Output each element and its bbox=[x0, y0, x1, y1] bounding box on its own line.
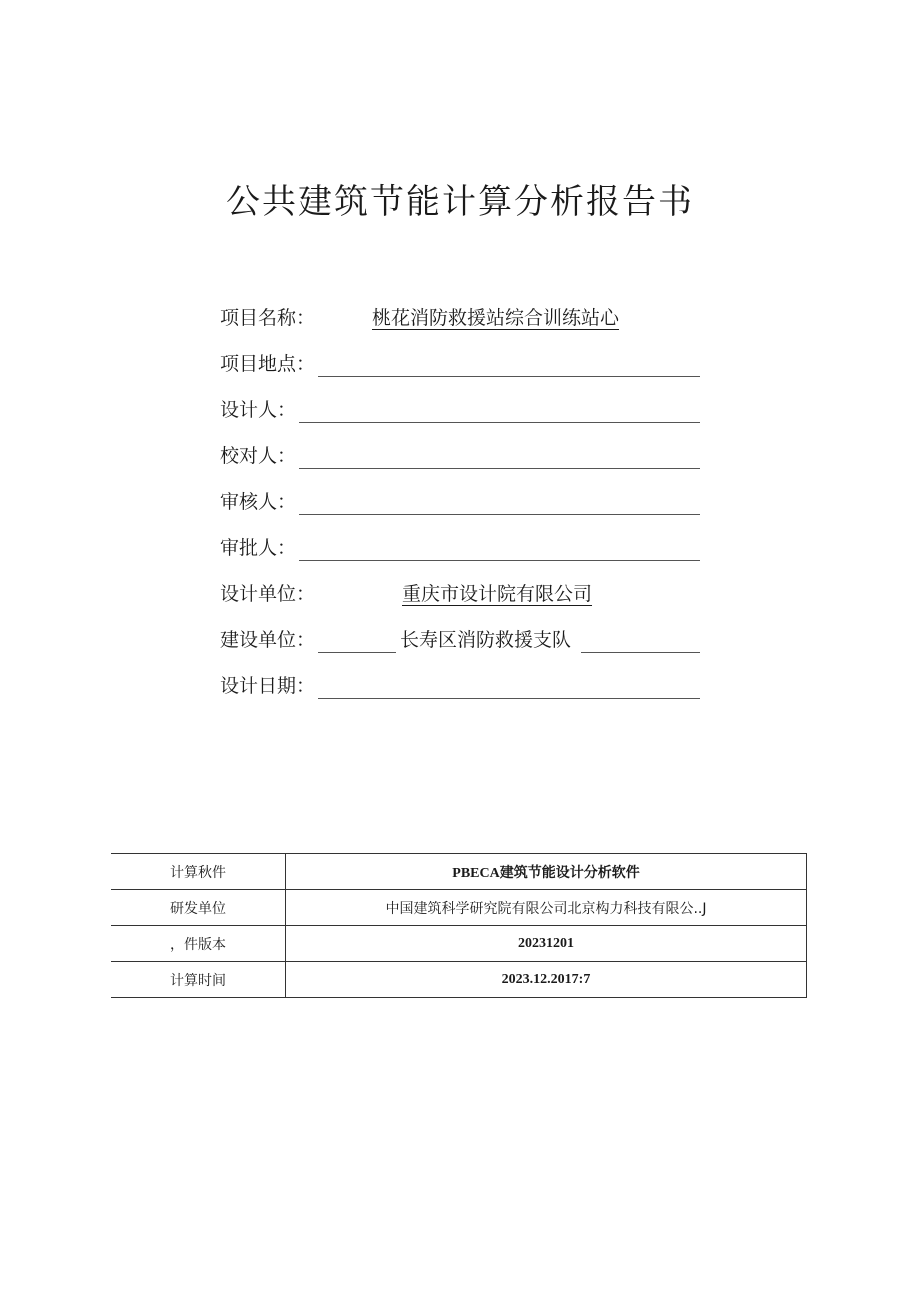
field-construction-unit bbox=[220, 623, 702, 657]
field-label: 审批人： bbox=[220, 537, 297, 559]
field-underline bbox=[299, 468, 700, 469]
table-value-version: 20231201 bbox=[286, 926, 807, 962]
field-value-construction-unit: 长寿区消防救援支队 bbox=[396, 623, 581, 657]
table-key-version: ，件版本 bbox=[111, 926, 286, 962]
field-design-unit bbox=[220, 577, 702, 611]
table-value-calc-time: 2023.12.2017:7 bbox=[286, 962, 807, 998]
field-underline bbox=[299, 422, 700, 423]
field-underline bbox=[318, 376, 700, 377]
field-label: 项目地点： bbox=[220, 353, 316, 375]
field-label: 项目名称： bbox=[220, 307, 316, 329]
table-key-software: 计算秋件 bbox=[111, 854, 286, 890]
field-proofreader bbox=[220, 439, 702, 473]
field-designer bbox=[220, 393, 702, 427]
field-label: 建设单位： bbox=[220, 629, 316, 651]
field-design-date bbox=[220, 669, 702, 703]
table-key-developer: 研发单位 bbox=[111, 890, 286, 926]
field-project-location bbox=[220, 347, 702, 381]
table-row bbox=[111, 962, 807, 998]
field-underline bbox=[299, 560, 700, 561]
table-row bbox=[111, 890, 807, 926]
field-label: 设计单位： bbox=[220, 583, 316, 605]
table-value-software: PBECA建筑节能设计分析软件 bbox=[286, 854, 807, 890]
field-value-project-name: 桃花消防救援站综合训练站心 bbox=[370, 301, 621, 335]
field-label: 校对人： bbox=[220, 445, 297, 467]
report-title: 公共建筑节能计算分析报告书 bbox=[226, 182, 694, 222]
table-key-calc-time: 计算时间 bbox=[111, 962, 286, 998]
software-info-table bbox=[111, 853, 807, 998]
field-value-design-unit: 重庆市设计院有限公司 bbox=[400, 577, 594, 611]
field-label: 审核人： bbox=[220, 491, 297, 513]
field-reviewer bbox=[220, 485, 702, 519]
table-row bbox=[111, 854, 807, 890]
table-value-developer: 中国建筑科学研究院有限公司北京构力科技有限公..J bbox=[286, 890, 807, 926]
field-approver bbox=[220, 531, 702, 565]
table-row bbox=[111, 926, 807, 962]
field-underline bbox=[318, 698, 700, 699]
field-underline bbox=[299, 514, 700, 515]
field-project-name bbox=[220, 301, 702, 335]
field-label: 设计人： bbox=[220, 399, 297, 421]
field-label: 设计日期： bbox=[220, 675, 316, 697]
